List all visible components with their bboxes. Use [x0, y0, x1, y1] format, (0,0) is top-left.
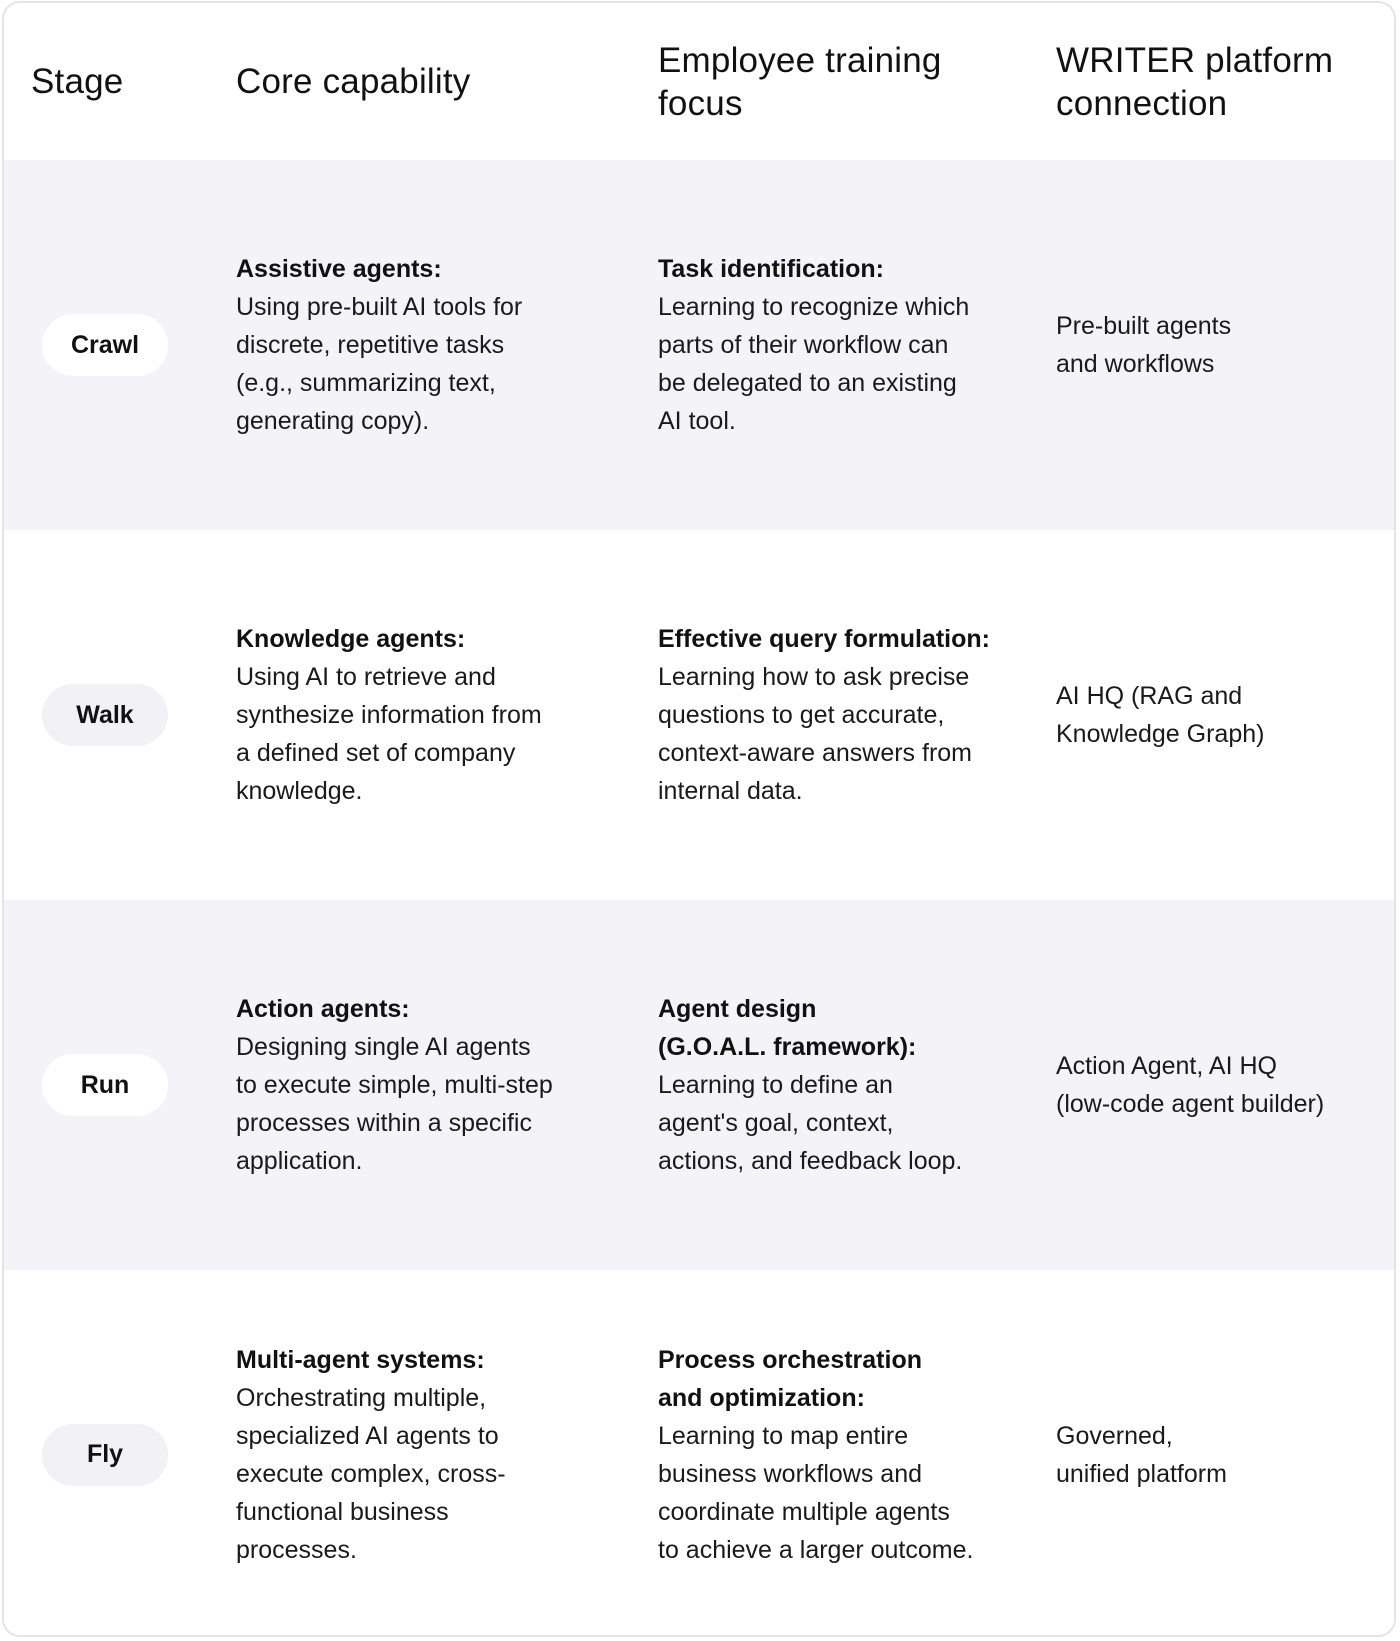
- capability-title: Assistive agents:: [236, 255, 442, 283]
- training-text-line: Learning to map entire: [658, 1421, 909, 1450]
- header-training: [658, 3, 1048, 160]
- training-text-line: internal data.: [658, 777, 803, 805]
- capability-text-line: application.: [236, 1147, 363, 1175]
- platform-text-line: Pre-built agents: [1056, 312, 1232, 340]
- platform-text-line: unified platform: [1056, 1459, 1227, 1488]
- training-title-line: and optimization:: [658, 1383, 865, 1412]
- training-text-line: actions, and feedback loop.: [658, 1147, 963, 1175]
- capability-text-line: synthesize information from: [236, 701, 542, 729]
- platform-text-line: Knowledge Graph): [1056, 720, 1265, 748]
- training-text-line: be delegated to an existing: [658, 369, 957, 397]
- platform-cell: [1056, 900, 1386, 1270]
- capability-title: Knowledge agents:: [236, 625, 466, 653]
- training-text-line: questions to get accurate,: [658, 701, 945, 729]
- capability-text-line: Using AI to retrieve and: [236, 663, 496, 691]
- training-text-line: business workflows and: [658, 1459, 923, 1488]
- platform-cell: [1056, 1270, 1386, 1637]
- training-title-line: Effective query formulation:: [658, 625, 990, 653]
- table-row: [4, 900, 1394, 1270]
- training-title-line: Process orchestration: [658, 1345, 922, 1374]
- stage-badge: Crawl: [42, 314, 168, 376]
- header-capability: [236, 3, 636, 160]
- training-text-line: Learning how to ask precise: [658, 663, 970, 691]
- platform-text-line: Governed,: [1056, 1421, 1173, 1450]
- training-cell: [658, 160, 1058, 530]
- capability-text-line: functional business: [236, 1497, 449, 1526]
- capability-text-line: to execute simple, multi-step: [236, 1071, 553, 1099]
- capability-cell: [236, 530, 636, 900]
- capability-text-line: Using pre-built AI tools for: [236, 293, 523, 321]
- platform-text-line: and workflows: [1056, 350, 1215, 378]
- training-text-line: context-aware answers from: [658, 739, 973, 767]
- capability-text-line: execute complex, cross-: [236, 1459, 506, 1488]
- platform-cell: [1056, 160, 1386, 530]
- capability-text-line: discrete, repetitive tasks: [236, 331, 505, 359]
- training-title-line: (G.O.A.L. framework):: [658, 1033, 917, 1061]
- capability-title: Action agents:: [236, 995, 410, 1023]
- capability-text-line: knowledge.: [236, 777, 363, 805]
- header-platform-label-line: connection: [1056, 83, 1228, 123]
- training-title-line: Task identification:: [658, 255, 884, 283]
- platform-text-line: Action Agent, AI HQ: [1056, 1052, 1277, 1080]
- training-text-line: Learning to recognize which: [658, 293, 970, 321]
- platform-cell: [1056, 530, 1386, 900]
- capability-text-line: Designing single AI agents: [236, 1033, 531, 1061]
- table-row: [4, 160, 1394, 530]
- header-training-label-line: focus: [658, 83, 743, 123]
- header-stage: [31, 3, 221, 160]
- platform-text-line: (low-code agent builder): [1056, 1090, 1325, 1118]
- training-cell: [658, 1270, 1058, 1637]
- training-text-line: Learning to define an: [658, 1071, 893, 1099]
- table-row: [4, 1270, 1394, 1637]
- capability-text-line: Orchestrating multiple,: [236, 1383, 487, 1412]
- capability-cell: [236, 900, 636, 1270]
- stage-badge: Run: [42, 1054, 168, 1116]
- header-platform: [1056, 3, 1386, 160]
- header-training-label-line: Employee training: [658, 40, 942, 80]
- capability-cell: [236, 1270, 636, 1637]
- header-stage-label: Stage: [31, 62, 124, 101]
- training-text-line: to achieve a larger outcome.: [658, 1535, 974, 1564]
- training-title-line: Agent design: [658, 995, 817, 1023]
- training-text-line: parts of their workflow can: [658, 331, 949, 359]
- training-text-line: coordinate multiple agents: [658, 1497, 950, 1526]
- training-text-line: agent's goal, context,: [658, 1109, 894, 1137]
- capability-text-line: specialized AI agents to: [236, 1421, 499, 1450]
- header-capability-label: Core capability: [236, 62, 471, 101]
- training-cell: [658, 900, 1058, 1270]
- table-row: [4, 530, 1394, 900]
- capability-text-line: (e.g., summarizing text,: [236, 369, 496, 397]
- platform-text-line: AI HQ (RAG and: [1056, 682, 1243, 710]
- training-text-line: AI tool.: [658, 407, 736, 435]
- capability-text-line: processes within a specific: [236, 1109, 532, 1137]
- capability-text-line: a defined set of company: [236, 739, 516, 767]
- header-platform-label-line: WRITER platform: [1056, 40, 1334, 80]
- training-cell: [658, 530, 1058, 900]
- stages-table: [2, 1, 1396, 1637]
- capability-cell: [236, 160, 636, 530]
- stage-badge: Fly: [42, 1424, 168, 1486]
- stage-badge: Walk: [42, 684, 168, 746]
- capability-text-line: processes.: [236, 1535, 357, 1564]
- capability-title: Multi-agent systems:: [236, 1345, 485, 1374]
- capability-text-line: generating copy).: [236, 407, 430, 435]
- table-header: [4, 3, 1394, 160]
